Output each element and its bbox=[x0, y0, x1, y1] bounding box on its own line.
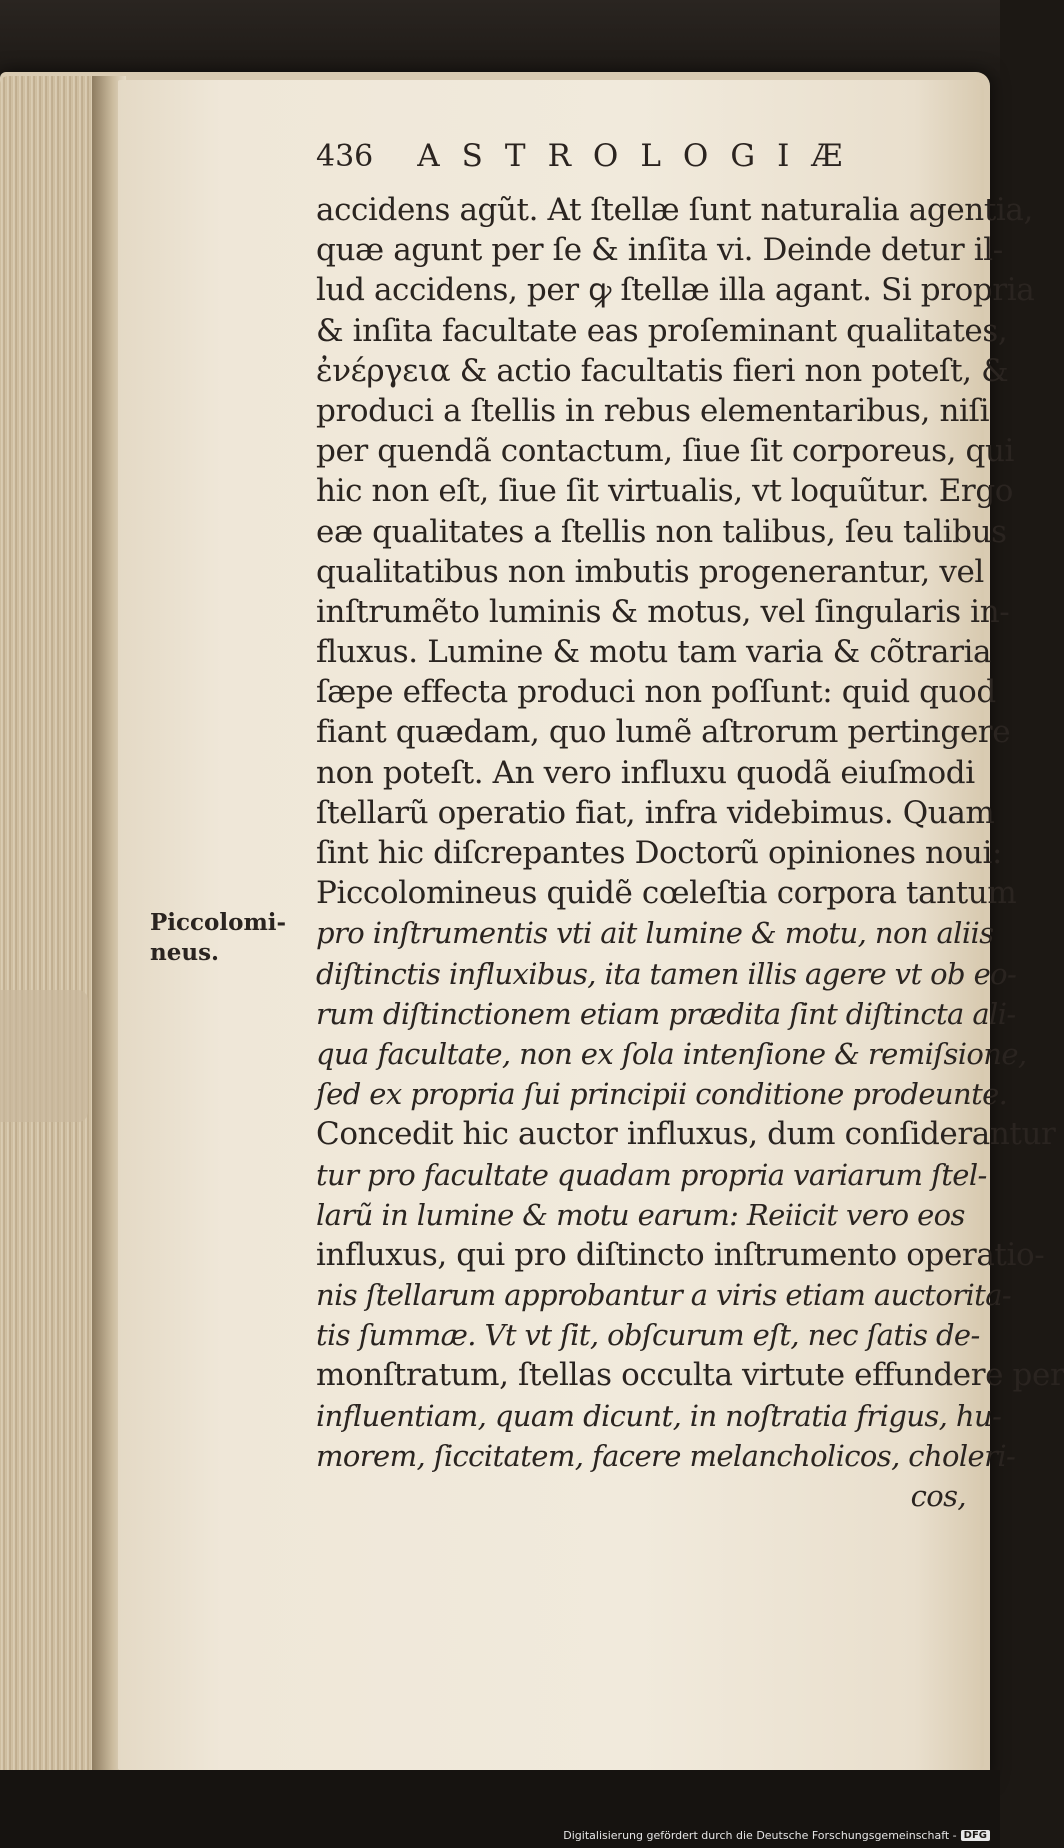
header-title: ASTROLOGIÆ bbox=[417, 138, 865, 174]
text-line: larũ in lumine & motu earum: Reiicit vero eos bbox=[316, 1197, 965, 1232]
text-line: & inſita facultate eas proſeminant qualitates, bbox=[316, 312, 1008, 349]
text-line: influentiam, quam dicunt, in noſtratia frigus, hu- bbox=[316, 1398, 1002, 1433]
page-edges bbox=[0, 76, 100, 1776]
text-line: monſtratum, ſtellas occulta virtute effundere per bbox=[316, 1357, 1064, 1394]
text-line: morem, ſiccitatem, facere melancholicos, choleri- bbox=[316, 1438, 1016, 1473]
margin-note-line: Piccolomi- bbox=[150, 909, 287, 936]
text-body bbox=[316, 190, 1064, 1610]
text-line: lud accidens, per ꝙ ſtellæ illa agant. Si propria bbox=[316, 272, 1035, 309]
text-line: fluxus. Lumine & motu tam varia & cõtraria bbox=[316, 634, 992, 671]
text-line: ſint hic diſcrepantes Doctorũ opiniones noui: bbox=[316, 835, 1003, 871]
margin-note-line: neus. bbox=[150, 939, 220, 966]
text-line: rum diſtinctionem etiam prædita ſint diſtincta ali- bbox=[316, 996, 1016, 1031]
text-line: per quendã contactum, ſiue ſit corporeus, qui bbox=[316, 433, 1015, 470]
page-marker-tab bbox=[0, 990, 88, 1122]
text-line: hic non eſt, ſiue ſit virtualis, vt loquũtur. Ergo bbox=[316, 473, 1014, 510]
text-line: ἐνέργεια & actio facultatis fieri non poteſt, & bbox=[316, 352, 1009, 389]
text-line: pro inſtrumentis vti ait lumine & motu, non aliis bbox=[316, 916, 994, 951]
text-line: non poteſt. An vero influxu quodã eiuſmodi bbox=[316, 754, 975, 791]
text-line: eæ qualitates a ſtellis non talibus, ſeu talibus bbox=[316, 513, 1007, 550]
text-line: tur pro facultate quadam propria variarum ſtel- bbox=[316, 1157, 987, 1192]
margin-note bbox=[150, 908, 300, 968]
footer-credit bbox=[563, 1829, 990, 1842]
background-top bbox=[0, 0, 1000, 80]
footer-credit-text: Digitalisierung gefördert durch die Deutsche Forschungsgemeinschaft - bbox=[563, 1829, 957, 1842]
text-line: influxus, qui pro diſtincto inſtrumento operatio- bbox=[316, 1236, 1045, 1273]
dfg-logo: DFG bbox=[961, 1830, 990, 1841]
text-line: inſtrumẽto luminis & motus, vel ſingularis in- bbox=[316, 593, 1010, 630]
text-line: qualitatibus non imbutis progenerantur, vel bbox=[316, 553, 984, 590]
running-head bbox=[316, 138, 916, 182]
text-line: nis ſtellarum approbantur a viris etiam auctorita- bbox=[316, 1278, 1012, 1313]
text-line: produci a ſtellis in rebus elementaribus, niſi bbox=[316, 392, 990, 429]
text-line: qua facultate, non ex ſola intenſione & remiſsione, bbox=[316, 1036, 1027, 1071]
page-number: 436 bbox=[316, 139, 374, 174]
text-line: accidens agũt. At ſtellæ ſunt naturalia agentia, bbox=[316, 192, 1033, 228]
text-line: tis ſummæ. Vt vt ſit, obſcurum eſt, nec ſatis de- bbox=[316, 1318, 980, 1353]
text-line: Piccolomineus quidẽ cœleſtia corpora tantum bbox=[316, 875, 1017, 912]
text-line: fiant quædam, quo lumẽ aſtrorum pertingere bbox=[316, 714, 1011, 751]
text-line: ſtellarũ operatio fiat, infra videbimus. Quam bbox=[316, 794, 995, 831]
text-line: cos, bbox=[910, 1479, 966, 1513]
text-line: ſed ex propria ſui principii conditione prodeunte. bbox=[316, 1077, 1008, 1112]
text-line: diſtinctis influxibus, ita tamen illis agere vt ob eo- bbox=[316, 956, 1017, 991]
text-line: ſæpe effecta produci non poſſunt: quid quod bbox=[316, 674, 996, 711]
text-line: quæ agunt per ſe & inſita vi. Deinde detur il- bbox=[316, 232, 1003, 269]
text-line: Concedit hic auctor influxus, dum conſiderantur bbox=[316, 1116, 1056, 1153]
